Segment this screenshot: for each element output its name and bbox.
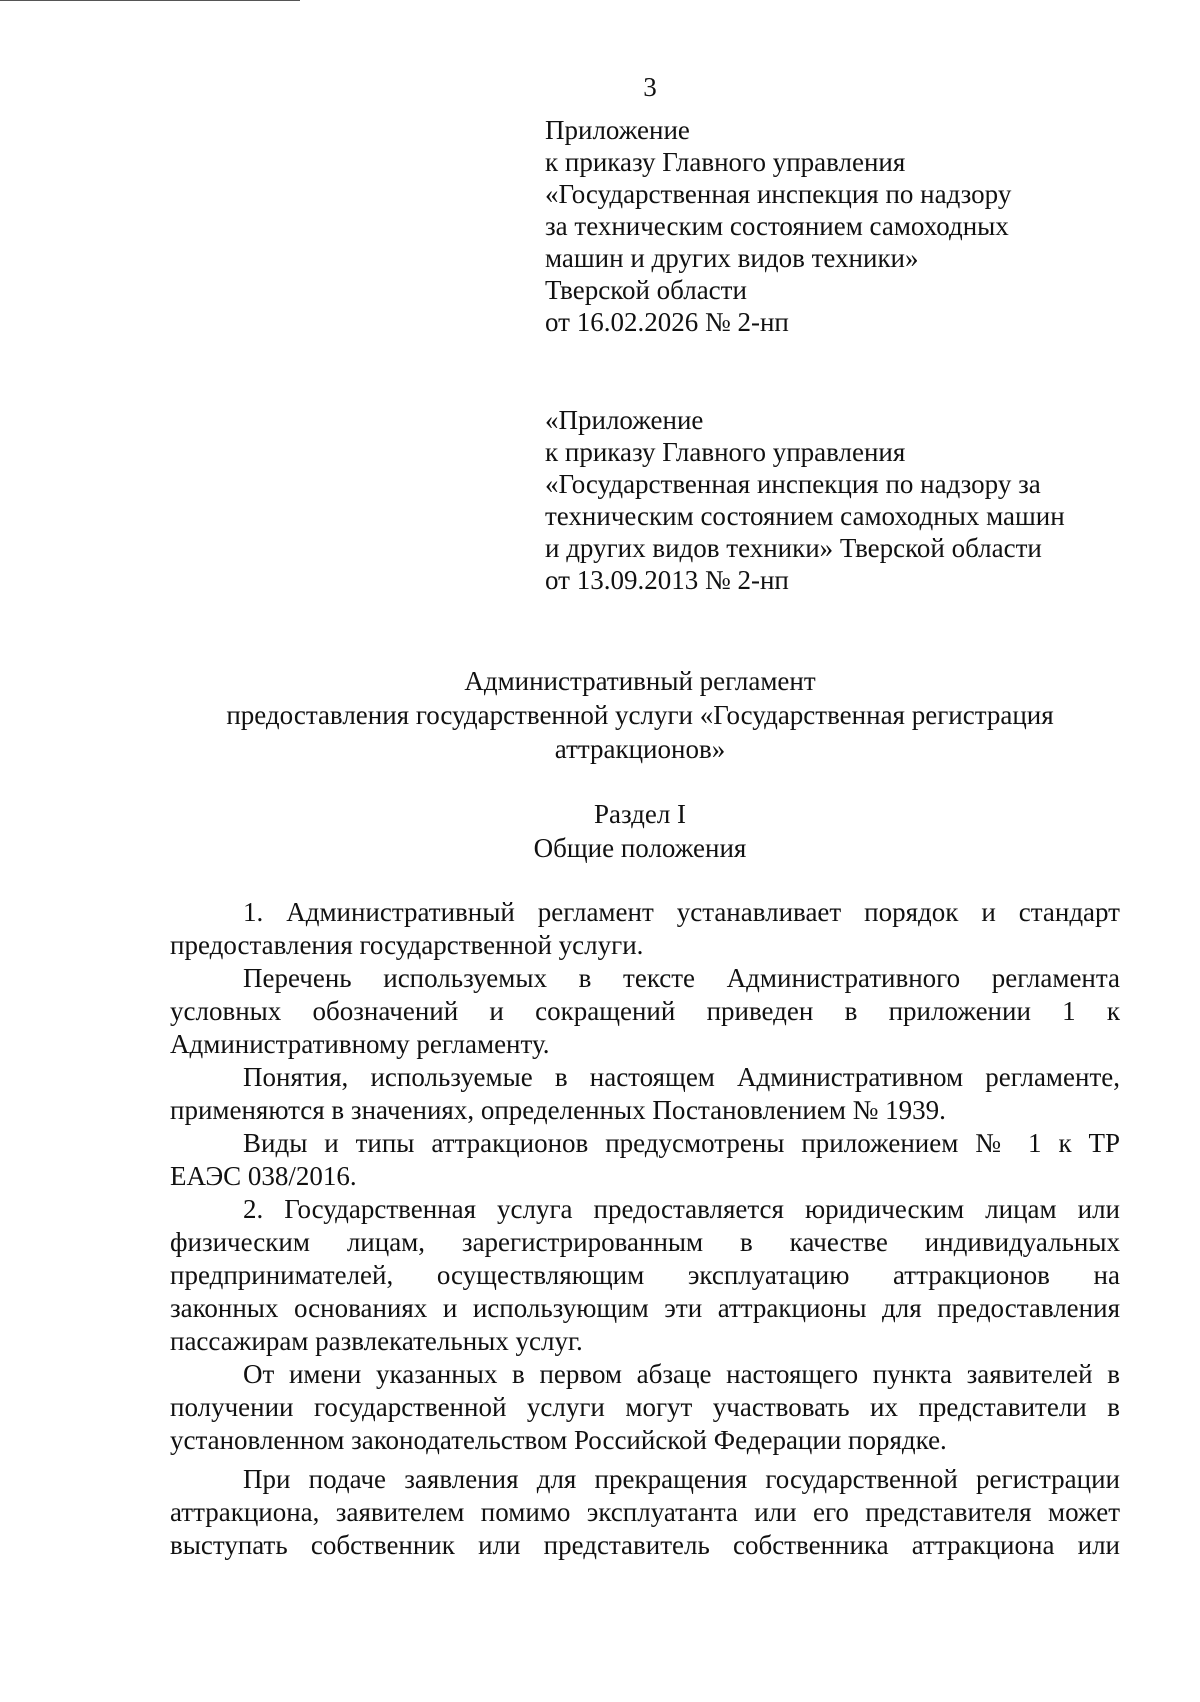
body-line: законных основаниях и использующим эти аттракционы для предоставления [170, 1293, 1120, 1323]
body-line: выступать собственник или представитель собственника аттракциона или [170, 1530, 1120, 1560]
body-line: Понятия, используемые в настоящем Административном регламенте, [243, 1062, 1120, 1092]
appendix-line: Приложение [545, 115, 690, 145]
body-line: Виды и типы аттракционов предусмотрены приложением № 1 к ТР [243, 1128, 1120, 1158]
title-line: Административный регламент [464, 666, 816, 696]
title-line: аттракционов» [554, 734, 726, 764]
body-text [170, 896, 1120, 1562]
appendix-line: от 16.02.2026 № 2-нп [545, 307, 789, 337]
body-line: 1. Административный регламент устанавливает порядок и стандарт [243, 897, 1120, 927]
body-line: Перечень используемых в тексте Административного регламента [243, 963, 1120, 993]
body-line: При подаче заявления для прекращения государственной регистрации [243, 1464, 1120, 1494]
appendix-line: от 13.09.2013 № 2-нп [545, 565, 789, 595]
section-name: Общие положения [533, 833, 747, 863]
body-line: получении государственной услуги могут участвовать их представители в [170, 1392, 1120, 1422]
section-number: Раздел I [593, 799, 687, 829]
body-line: От имени указанных в первом абзаце настоящего пункта заявителей в [243, 1359, 1120, 1389]
appendix-line: техническим состоянием самоходных машин [545, 501, 1065, 531]
section-heading [160, 797, 1120, 865]
appendix-line: «Государственная инспекция по надзору [545, 179, 1012, 209]
appendix-line: «Государственная инспекция по надзору за [545, 469, 1041, 499]
body-line: предоставления государственной услуги. [170, 930, 644, 960]
title-line: предоставления государственной услуги «Государственная регистрация [226, 700, 1054, 730]
appendix-line: «Приложение [545, 405, 704, 435]
appendix-header-current [545, 114, 1105, 338]
document-title [160, 664, 1120, 766]
appendix-line: за техническим состоянием самоходных [545, 211, 1009, 241]
scan-edge-line [0, 0, 300, 1]
appendix-line: машин и других видов техники» [545, 243, 919, 273]
body-line: установленном законодательством Российской Федерации порядке. [170, 1425, 947, 1455]
page-number: 3 [643, 72, 657, 102]
body-line: аттракциона, заявителем помимо эксплуатанта или его представителя может [170, 1497, 1120, 1527]
appendix-line: Тверской области [545, 275, 747, 305]
body-line: физическим лицам, зарегистрированным в качестве индивидуальных [170, 1227, 1120, 1257]
appendix-line: к приказу Главного управления [545, 147, 906, 177]
body-line: предпринимателей, осуществляющим эксплуатацию аттракционов на [170, 1260, 1120, 1290]
body-line: пассажирам развлекательных услуг. [170, 1326, 583, 1356]
appendix-line: к приказу Главного управления [545, 437, 906, 467]
body-line: ЕАЭС 038/2016. [170, 1161, 357, 1191]
body-line: 2. Государственная услуга предоставляется юридическим лицам или [243, 1194, 1120, 1224]
body-line: применяются в значениях, определенных Постановлением № 1939. [170, 1095, 946, 1125]
appendix-header-original [545, 404, 1105, 596]
appendix-line: и других видов техники» Тверской области [545, 533, 1042, 563]
body-line: Административному регламенту. [170, 1029, 550, 1059]
body-line: условных обозначений и сокращений приведен в приложении 1 к [170, 996, 1120, 1026]
